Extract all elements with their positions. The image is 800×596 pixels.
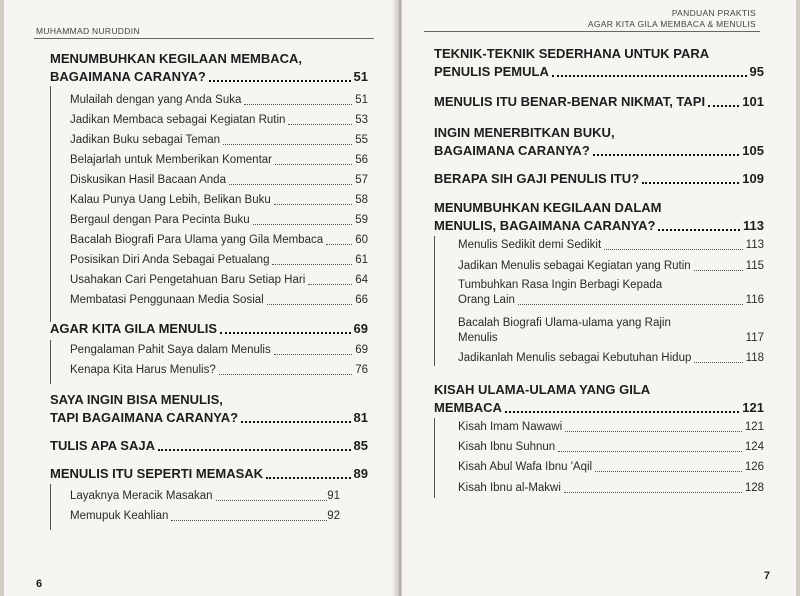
toc-item[interactable]: Kisah Abul Wafa Ibnu 'Aqil 126 (458, 461, 764, 473)
toc-section-line1: TEKNIK-TEKNIK SEDERHANA UNTUK PARA (434, 46, 710, 61)
toc-item[interactable]: Belajarlah untuk Memberikan Komentar 56 (70, 154, 368, 166)
toc-item[interactable]: Mulailah dengan yang Anda Suka 51 (70, 94, 368, 106)
toc-section-line1: MENUMBUHKAN KEGILAAN DALAM (434, 200, 662, 215)
header-rule (34, 38, 374, 39)
header-line: AGAR KITA GILA MEMBACA & MENULIS (587, 19, 756, 29)
toc-section[interactable]: BAGAIMANA CARANYA? 51 (50, 69, 368, 84)
toc-item[interactable]: Memupuk Keahlian 92 (70, 510, 340, 522)
toc-section-line1: INGIN MENERBITKAN BUKU, (434, 125, 615, 140)
header-line: PANDUAN PRAKTIS (671, 8, 756, 18)
section-rule (434, 418, 435, 498)
toc-section[interactable]: BERAPA SIH GAJI PENULIS ITU? 109 (434, 171, 764, 186)
page-number: 6 (36, 578, 43, 590)
toc-item[interactable]: Kisah Imam Nawawi 121 (458, 421, 764, 433)
toc-item[interactable]: Posisikan Diri Anda Sebagai Petualang 61 (70, 254, 368, 266)
toc-item[interactable]: Kenapa Kita Harus Menulis? 76 (70, 364, 368, 376)
toc-item[interactable]: Kisah Ibnu Suhnun 124 (458, 441, 764, 453)
toc-section[interactable]: MENULIS, BAGAIMANA CARANYA? 113 (434, 218, 764, 233)
toc-item[interactable]: Orang Lain 116 (458, 294, 764, 306)
toc-item[interactable]: Jadikanlah Menulis sebagai Kebutuhan Hidup 118 (458, 352, 764, 364)
toc-item[interactable]: Membatasi Penggunaan Media Sosial 66 (70, 294, 368, 306)
page-edge (796, 0, 800, 596)
toc-item[interactable]: Jadikan Membaca sebagai Kegiatan Rutin 53 (70, 114, 368, 126)
toc-item[interactable]: Jadikan Menulis sebagai Kegiatan yang Rutin 115 (458, 260, 764, 272)
toc-section[interactable]: BAGAIMANA CARANYA? 105 (434, 143, 764, 158)
toc-item[interactable]: Menulis Sedikit demi Sedikit 113 (458, 239, 764, 251)
page-edge (0, 0, 4, 596)
header-rule (424, 31, 760, 32)
toc-item[interactable]: Kalau Punya Uang Lebih, Belikan Buku 58 (70, 194, 368, 206)
toc-section[interactable]: AGAR KITA GILA MENULIS 69 (50, 321, 368, 336)
section-rule (50, 340, 51, 384)
running-header-title (588, 8, 756, 30)
toc-item[interactable]: Pengalaman Pahit Saya dalam Menulis 69 (70, 344, 368, 356)
toc-section[interactable]: MEMBACA 121 (434, 400, 764, 415)
toc-item-line1: Bacalah Biografi Ulama-ulama yang Rajin (458, 317, 671, 329)
toc-section[interactable]: MENULIS ITU SEPERTI MEMASAK 89 (50, 466, 368, 481)
section-rule (434, 236, 435, 366)
toc-item[interactable]: Jadikan Buku sebagai Teman 55 (70, 134, 368, 146)
toc-item[interactable]: Usahakan Cari Pengetahuan Baru Setiap Hari 64 (70, 274, 368, 286)
toc-section[interactable]: TAPI BAGAIMANA CARANYA? 81 (50, 410, 368, 425)
toc-item-line1: Tumbuhkan Rasa Ingin Berbagi Kepada (458, 279, 663, 291)
toc-item[interactable]: Kisah Ibnu al-Makwi 128 (458, 482, 764, 494)
toc-item[interactable]: Bergaul dengan Para Pecinta Buku 59 (70, 214, 368, 226)
section-rule (50, 484, 51, 530)
toc-section-line1: SAYA INGIN BISA MENULIS, (50, 392, 223, 407)
toc-item[interactable]: Bacalah Biografi Para Ulama yang Gila Membaca 60 (70, 234, 368, 246)
toc-item[interactable]: Menulis 117 (458, 332, 764, 344)
section-rule (50, 86, 51, 322)
toc-section-line1: MENUMBUHKAN KEGILAAN MEMBACA, (50, 51, 303, 66)
toc-item[interactable]: Layaknya Meracik Masakan 91 (70, 490, 340, 502)
toc-item[interactable]: Diskusikan Hasil Bacaan Anda 57 (70, 174, 368, 186)
toc-section-line1: KISAH ULAMA-ULAMA YANG GILA (434, 382, 651, 397)
right-page (402, 0, 800, 596)
left-page (0, 0, 398, 596)
toc-section[interactable]: MENULIS ITU BENAR-BENAR NIKMAT, TAPI 101 (434, 94, 764, 109)
toc-section[interactable]: PENULIS PEMULA 95 (434, 64, 764, 79)
toc-section[interactable]: TULIS APA SAJA 85 (50, 438, 368, 453)
running-header-author: MUHAMMAD NURUDDIN (36, 26, 140, 36)
page-number: 7 (763, 570, 770, 582)
